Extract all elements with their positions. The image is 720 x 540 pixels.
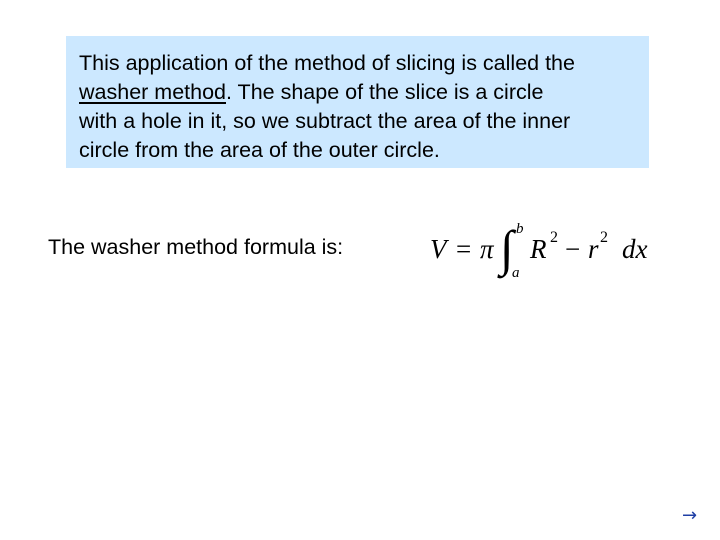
formula-label: The washer method formula is: xyxy=(48,235,344,259)
formula-outer-exponent: 2 xyxy=(550,229,558,246)
formula-volume: V xyxy=(430,234,447,264)
callout-line-1: This application of the method of slicing is called the xyxy=(79,51,575,75)
washer-method-callout xyxy=(66,36,649,168)
formula-upper-limit: b xyxy=(516,221,524,237)
formula-inner-radius: r xyxy=(588,234,599,264)
formula-inner-exponent: 2 xyxy=(600,229,608,246)
callout-line-4: circle from the area of the outer circle. xyxy=(79,138,440,162)
formula-differential: dx xyxy=(622,234,648,264)
formula-lower-limit: a xyxy=(512,265,520,281)
callout-line-2 xyxy=(79,78,649,107)
formula-integral: ∫ xyxy=(500,220,514,276)
formula-minus: − xyxy=(565,234,581,264)
next-slide-arrow-icon[interactable]: → xyxy=(682,505,698,526)
washer-method-term: washer method xyxy=(79,80,226,104)
formula-equals: = xyxy=(456,234,472,264)
washer-method-formula xyxy=(426,212,666,290)
formula-pi: π xyxy=(480,234,494,264)
callout-line-3: with a hole in it, so we subtract the area of the inner xyxy=(79,109,571,133)
callout-line-2-rest: . The shape of the slice is a circle xyxy=(226,80,544,104)
formula-outer-radius: R xyxy=(530,234,547,264)
